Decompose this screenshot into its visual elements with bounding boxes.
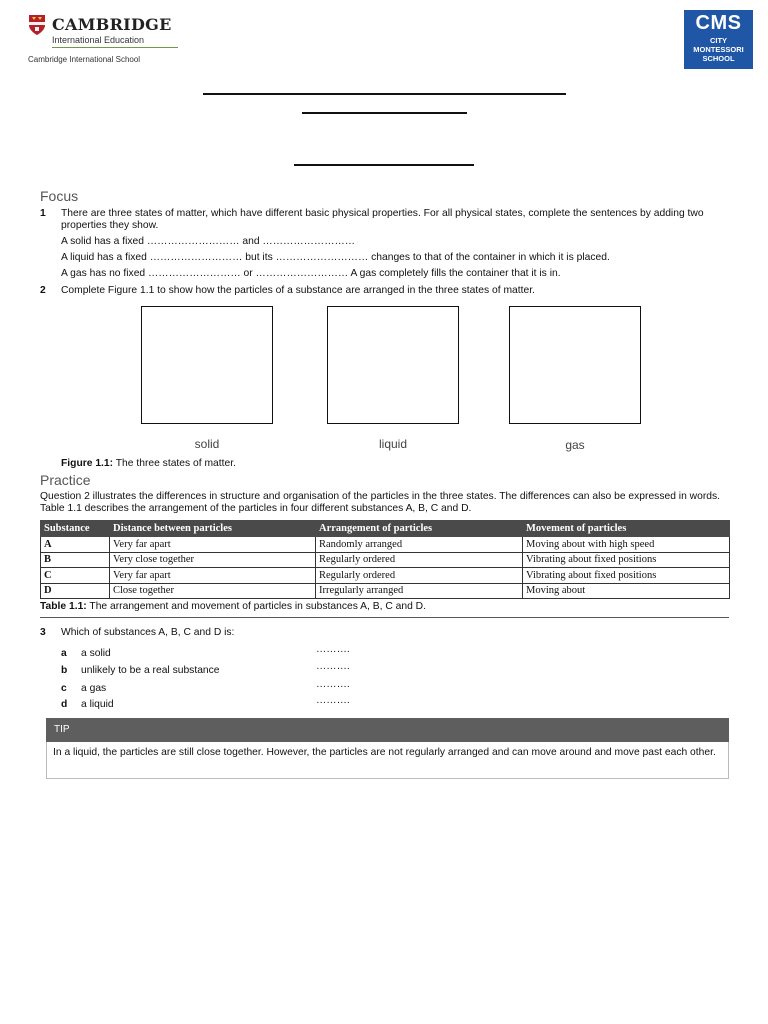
- table-header: Substance: [41, 521, 110, 537]
- gas-label: gas: [565, 438, 585, 452]
- fill-in-sentence-gas: A gas has no fixed ……………………… or ……………………… A gas completely fills the container that it is in.: [61, 268, 561, 279]
- cambridge-logo: [28, 14, 172, 70]
- table-caption-text: The arrangement and movement of particles in substances A, B, C and D.: [86, 601, 426, 612]
- cambridge-subtitle: International Education: [52, 35, 145, 45]
- table-row: [41, 568, 730, 584]
- answer-prompt: a liquid: [81, 699, 114, 710]
- table-caption: [40, 601, 426, 613]
- cms-line: MONTESSORI: [693, 45, 744, 54]
- subtitle-blank-line: [302, 112, 467, 114]
- answer-letter: d: [61, 699, 68, 710]
- section-divider: [40, 617, 729, 618]
- answer-letter: c: [61, 683, 67, 694]
- tip-body: [46, 742, 729, 779]
- table-cell: Vibrating about fixed positions: [523, 552, 730, 568]
- cms-line: CITY: [709, 36, 728, 45]
- figure-caption-label: Figure 1.1:: [61, 458, 114, 469]
- table-header: Distance between particles: [110, 521, 316, 537]
- cms-logo: [684, 10, 753, 69]
- table-cell: Regularly ordered: [316, 568, 523, 584]
- table-cell: Vibrating about fixed positions: [523, 568, 730, 584]
- question-number: 1: [40, 208, 46, 219]
- focus-heading: Focus: [40, 188, 79, 204]
- solid-drawing-box[interactable]: [141, 306, 273, 424]
- answer-prompt: a gas: [81, 683, 107, 694]
- question-text: There are three states of matter, which have different basic physical properties. For all physical states, complete the sentences by adding two properties they show.: [61, 208, 704, 231]
- question-text: Complete Figure 1.1 to show how the particles of a substance are arranged in the three states of matter.: [61, 285, 535, 296]
- practice-intro: Question 2 illustrates the differences in structure and organisation of the particles in the three states. The differences can also be expressed in words. Table 1.1 describes the arrangement of the particles in four different substances A, B, C and D.: [40, 491, 720, 514]
- table-row: [41, 552, 730, 568]
- table-cell: C: [41, 568, 110, 584]
- title-blank-line: [203, 93, 566, 95]
- question-3: [0, 627, 768, 641]
- answer-blank-d[interactable]: ……….: [316, 695, 350, 706]
- table-cell: Very close together: [110, 552, 316, 568]
- cms-logo-text: CMS: [695, 12, 742, 34]
- table-cell: Randomly arranged: [316, 537, 523, 553]
- table-cell: B: [41, 552, 110, 568]
- particles-table: [40, 520, 730, 599]
- question-number: 2: [40, 285, 46, 296]
- practice-heading: Practice: [40, 472, 91, 488]
- figure-caption-text: The three states of matter.: [113, 458, 236, 469]
- cambridge-school-name: Cambridge International School: [28, 55, 141, 64]
- figure-caption: [61, 458, 236, 470]
- table-cell: Moving about: [523, 583, 730, 599]
- tip-text: In a liquid, the particles are still close together. However, the particles are not regularly arranged and can move around and move past each other.: [53, 747, 716, 758]
- table-header: Arrangement of particles: [316, 521, 523, 537]
- table-row: [41, 537, 730, 553]
- table-cell: Very far apart: [110, 537, 316, 553]
- answer-blank-c[interactable]: ……….: [316, 679, 350, 690]
- cambridge-shield-icon: [28, 14, 46, 36]
- question-number: 3: [40, 627, 46, 638]
- cms-line: SCHOOL: [702, 54, 735, 63]
- answer-blank-a[interactable]: ……….: [316, 644, 350, 655]
- fill-in-sentence-solid: A solid has a fixed ……………………… and ………………………: [61, 236, 356, 247]
- gas-drawing-box[interactable]: [509, 306, 641, 424]
- question-2: [0, 285, 768, 299]
- table-cell: Moving about with high speed: [523, 537, 730, 553]
- table-caption-label: Table 1.1:: [40, 601, 87, 612]
- liquid-drawing-box[interactable]: [327, 306, 459, 424]
- answer-prompt: a solid: [81, 648, 111, 659]
- table-row: [41, 583, 730, 599]
- answer-prompt: unlikely to be a real substance: [81, 665, 220, 676]
- answer-letter: b: [61, 665, 68, 676]
- tip-title: TIP: [54, 724, 70, 735]
- question-1: [0, 208, 768, 234]
- question-text: Which of substances A, B, C and D is:: [61, 627, 235, 638]
- table-header-row: [41, 521, 730, 537]
- table-cell: D: [41, 583, 110, 599]
- answer-letter: a: [61, 648, 67, 659]
- table-cell: Irregularly arranged: [316, 583, 523, 599]
- liquid-label: liquid: [378, 437, 408, 451]
- date-blank-line: [294, 164, 474, 166]
- cambridge-rule: [52, 47, 178, 48]
- table-header: Movement of particles: [523, 521, 730, 537]
- tip-header: [46, 718, 729, 742]
- fill-in-sentence-liquid: A liquid has a fixed ……………………… but its ……………………… changes to that of the container in which it is placed.: [61, 252, 610, 263]
- answer-blank-b[interactable]: ……….: [316, 661, 350, 672]
- table-cell: A: [41, 537, 110, 553]
- table-cell: Regularly ordered: [316, 552, 523, 568]
- cambridge-name: CAMBRIDGE: [52, 15, 172, 34]
- table-cell: Very far apart: [110, 568, 316, 584]
- solid-label: solid: [194, 437, 220, 451]
- table-cell: Close together: [110, 583, 316, 599]
